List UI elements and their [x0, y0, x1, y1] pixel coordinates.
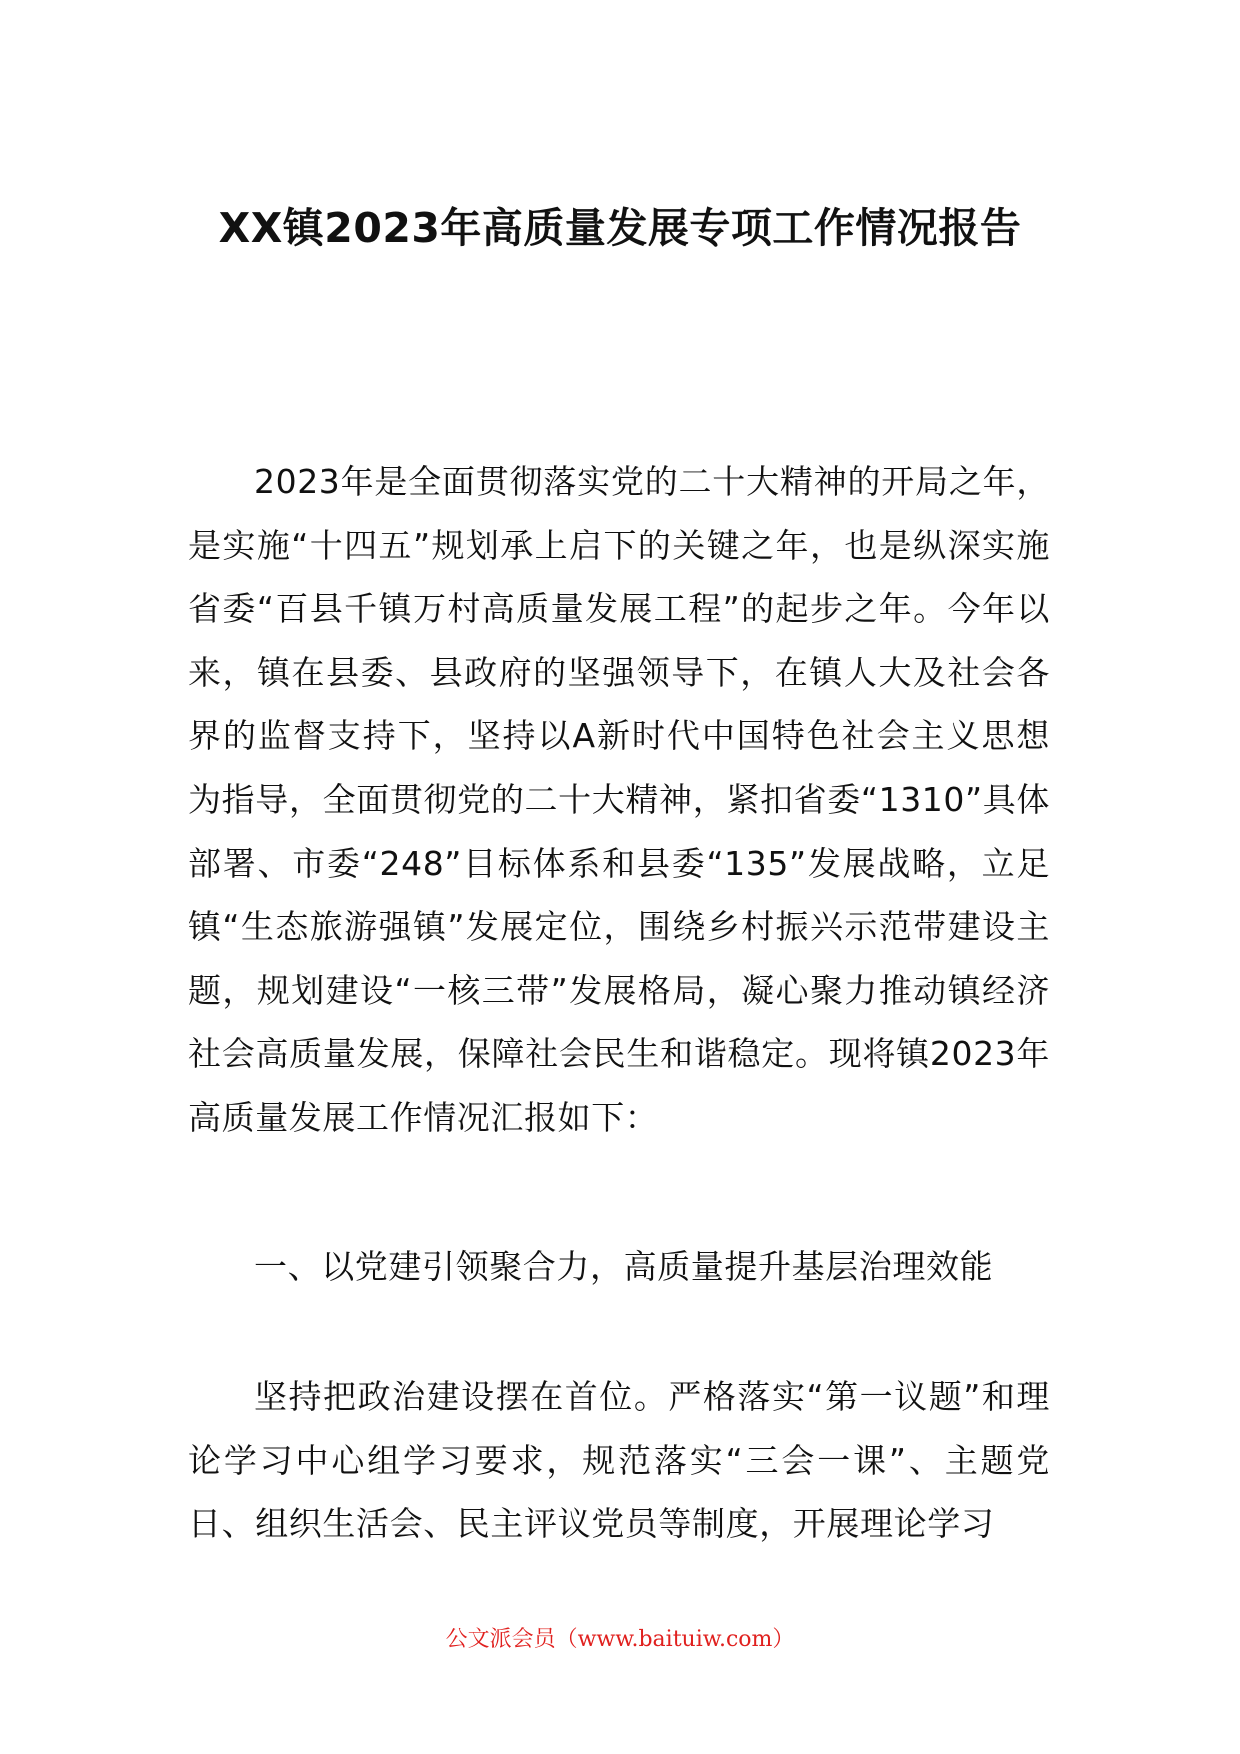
document-title: XX镇2023年高质量发展专项工作情况报告 — [218, 204, 1022, 252]
footer-watermark: 公文派会员（www.baituiw.com） — [445, 1627, 795, 1652]
intro-paragraph: 2023年是全面贯彻落实党的二十大精神的开局之年，是实施“十四五”规划承上启下的关键之年，也是纵深实施省委“百县千镇万村高质量发展工程”的起步之年。今年以来，镇在县委、县政府的坚强领导下，在镇人大及社会各界的监督支持下，坚持以A新时代中国特色社会主义思想为指导，全面贯彻党的二十大精神，紧扣省委“1310”具体部署、市委“248”目标体系和县委“135”发展战略，立足镇“生态旅游强镇”发展定位，围绕乡村振兴示范带建设主题，规划建设“一核三带”发展格局，凝心聚力推动镇经济社会高质量发展，保障社会民生和谐稳定。现将镇2023年高质量发展工作情况汇报如下： — [188, 462, 1050, 1137]
section-heading-1: 一、以党建引领聚合力，高质量提升基层治理效能 — [254, 1247, 994, 1286]
section-1-paragraph: 坚持把政治建设摆在首位。严格落实“第一议题”和理论学习中心组学习要求，规范落实“三会一课”、主题党日、组织生活会、民主评议党员等制度，开展理论学习 — [188, 1377, 1050, 1544]
